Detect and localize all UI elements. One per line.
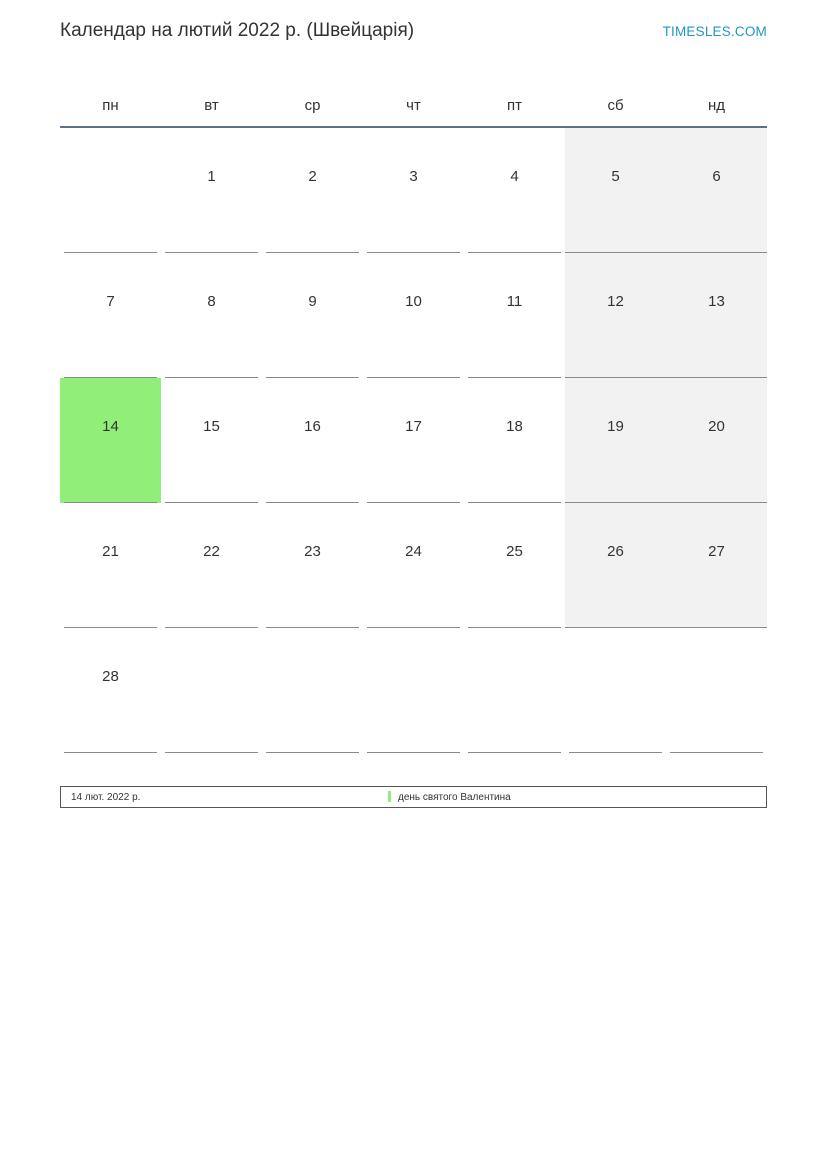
calendar-day-cell[interactable] bbox=[60, 127, 161, 253]
calendar-week-row bbox=[60, 503, 767, 628]
legend-date: 14 лют. 2022 р. bbox=[71, 792, 141, 803]
day-cell-background bbox=[60, 253, 161, 378]
day-cell-background bbox=[262, 378, 363, 503]
calendar-day-cell[interactable] bbox=[565, 127, 666, 253]
calendar-day-cell[interactable] bbox=[262, 127, 363, 253]
day-number: 15 bbox=[203, 418, 220, 435]
calendar-table bbox=[60, 84, 767, 753]
day-cell-background bbox=[363, 253, 464, 378]
calendar-day-cell[interactable] bbox=[666, 378, 767, 503]
day-cell-background bbox=[363, 503, 464, 628]
day-cell-background bbox=[262, 253, 363, 378]
day-number: 25 bbox=[506, 543, 523, 560]
calendar-day-cell[interactable] bbox=[60, 503, 161, 628]
day-number: 27 bbox=[708, 543, 725, 560]
day-cell-background bbox=[565, 378, 666, 503]
calendar-day-cell[interactable] bbox=[60, 628, 161, 753]
day-number: 26 bbox=[607, 543, 624, 560]
day-cell-rule bbox=[367, 752, 460, 753]
calendar-week-row bbox=[60, 253, 767, 378]
day-cell-background bbox=[60, 628, 161, 753]
calendar-day-cell[interactable] bbox=[666, 628, 767, 753]
day-number: 4 bbox=[510, 168, 519, 185]
day-cell-background bbox=[262, 503, 363, 628]
calendar-day-cell[interactable] bbox=[464, 503, 565, 628]
day-number: 7 bbox=[106, 293, 115, 310]
calendar-day-cell[interactable] bbox=[666, 127, 767, 253]
legend-bar bbox=[60, 786, 767, 808]
calendar-day-cell[interactable] bbox=[60, 253, 161, 378]
day-number: 2 bbox=[308, 168, 317, 185]
day-cell-background bbox=[60, 503, 161, 628]
calendar-day-cell[interactable] bbox=[464, 253, 565, 378]
day-number: 21 bbox=[102, 543, 119, 560]
calendar-body bbox=[60, 127, 767, 753]
day-cell-rule bbox=[165, 752, 258, 753]
day-cell-background bbox=[666, 378, 767, 503]
day-cell-background bbox=[161, 503, 262, 628]
day-number: 14 bbox=[102, 418, 119, 435]
weekday-tue: вт bbox=[204, 96, 219, 114]
day-number: 12 bbox=[607, 293, 624, 310]
calendar-day-cell[interactable] bbox=[363, 378, 464, 503]
day-cell-rule bbox=[266, 752, 359, 753]
day-cell-background bbox=[666, 628, 767, 753]
day-number: 23 bbox=[304, 543, 321, 560]
day-cell-background bbox=[464, 378, 565, 503]
calendar-day-cell[interactable] bbox=[565, 378, 666, 503]
weekday-wed: ср bbox=[304, 96, 321, 114]
weekday-fri: пт bbox=[507, 96, 522, 114]
day-cell-background bbox=[666, 253, 767, 378]
page-header bbox=[0, 0, 827, 62]
calendar-day-cell[interactable] bbox=[262, 503, 363, 628]
brand-link[interactable]: TIMESLES.COM bbox=[662, 24, 767, 39]
day-cell-background bbox=[565, 628, 666, 753]
legend-event-label: день святого Валентина bbox=[398, 792, 511, 803]
weekday-thu: чт bbox=[406, 96, 421, 114]
day-cell-rule bbox=[64, 752, 157, 753]
calendar-day-cell[interactable] bbox=[464, 378, 565, 503]
calendar-day-cell[interactable] bbox=[565, 628, 666, 753]
day-number: 18 bbox=[506, 418, 523, 435]
day-cell-background bbox=[161, 128, 262, 253]
day-number: 3 bbox=[409, 168, 418, 185]
calendar-week-row bbox=[60, 378, 767, 503]
day-number: 17 bbox=[405, 418, 422, 435]
day-cell-background bbox=[565, 253, 666, 378]
day-number: 24 bbox=[405, 543, 422, 560]
day-number: 8 bbox=[207, 293, 216, 310]
day-number: 19 bbox=[607, 418, 624, 435]
calendar-day-cell[interactable] bbox=[161, 628, 262, 753]
day-number: 10 bbox=[405, 293, 422, 310]
day-number: 16 bbox=[304, 418, 321, 435]
calendar-day-cell[interactable] bbox=[161, 378, 262, 503]
calendar-day-cell[interactable] bbox=[464, 127, 565, 253]
weekday-sat: сб bbox=[607, 96, 624, 114]
weekday-row bbox=[60, 84, 767, 126]
calendar-day-cell[interactable] bbox=[565, 253, 666, 378]
calendar-day-cell[interactable] bbox=[464, 628, 565, 753]
day-cell-background bbox=[262, 628, 363, 753]
day-number: 28 bbox=[102, 668, 119, 685]
calendar-day-cell[interactable] bbox=[363, 628, 464, 753]
calendar-day-cell[interactable] bbox=[565, 503, 666, 628]
day-number: 11 bbox=[506, 293, 523, 310]
day-cell-background bbox=[363, 378, 464, 503]
day-cell-background bbox=[60, 128, 161, 253]
day-cell-background bbox=[565, 128, 666, 253]
calendar-day-cell[interactable] bbox=[363, 253, 464, 378]
calendar-week-row bbox=[60, 127, 767, 253]
day-cell-background bbox=[464, 628, 565, 753]
page-title: Календар на лютий 2022 р. (Швейцарія) bbox=[60, 20, 415, 41]
calendar-day-cell[interactable] bbox=[666, 253, 767, 378]
day-cell-background bbox=[161, 378, 262, 503]
day-number: 5 bbox=[611, 168, 620, 185]
day-cell-background bbox=[565, 503, 666, 628]
day-cell-background bbox=[464, 128, 565, 253]
day-number: 13 bbox=[708, 293, 725, 310]
day-cell-rule bbox=[468, 752, 561, 753]
weekday-mon: пн bbox=[102, 96, 119, 114]
day-cell-rule bbox=[670, 752, 763, 753]
calendar-week-row bbox=[60, 628, 767, 753]
calendar-day-cell[interactable] bbox=[161, 253, 262, 378]
day-cell-background bbox=[161, 253, 262, 378]
weekday-sun: нд bbox=[707, 96, 726, 114]
calendar-day-cell[interactable] bbox=[666, 503, 767, 628]
calendar-day-cell[interactable] bbox=[262, 628, 363, 753]
day-cell-background bbox=[161, 628, 262, 753]
day-cell-rule bbox=[569, 752, 662, 753]
calendar-grid bbox=[60, 84, 767, 753]
day-number: 6 bbox=[712, 168, 721, 185]
calendar-day-cell[interactable] bbox=[363, 503, 464, 628]
calendar-day-cell[interactable] bbox=[161, 503, 262, 628]
calendar-day-cell[interactable] bbox=[161, 127, 262, 253]
day-number: 20 bbox=[708, 418, 725, 435]
calendar-day-cell[interactable] bbox=[262, 378, 363, 503]
day-cell-background bbox=[464, 503, 565, 628]
day-number: 1 bbox=[207, 168, 216, 185]
day-number: 9 bbox=[308, 293, 317, 310]
calendar-day-cell[interactable] bbox=[60, 378, 161, 503]
day-number: 22 bbox=[203, 543, 220, 560]
day-cell-background bbox=[363, 628, 464, 753]
day-cell-background bbox=[464, 253, 565, 378]
day-cell-background bbox=[666, 128, 767, 253]
day-cell-background bbox=[363, 128, 464, 253]
legend-color-swatch bbox=[388, 791, 391, 802]
day-cell-background bbox=[262, 128, 363, 253]
calendar-day-cell[interactable] bbox=[262, 253, 363, 378]
calendar-day-cell[interactable] bbox=[363, 127, 464, 253]
calendar-head bbox=[60, 84, 767, 127]
day-cell-background bbox=[666, 503, 767, 628]
day-cell-background bbox=[60, 378, 161, 503]
